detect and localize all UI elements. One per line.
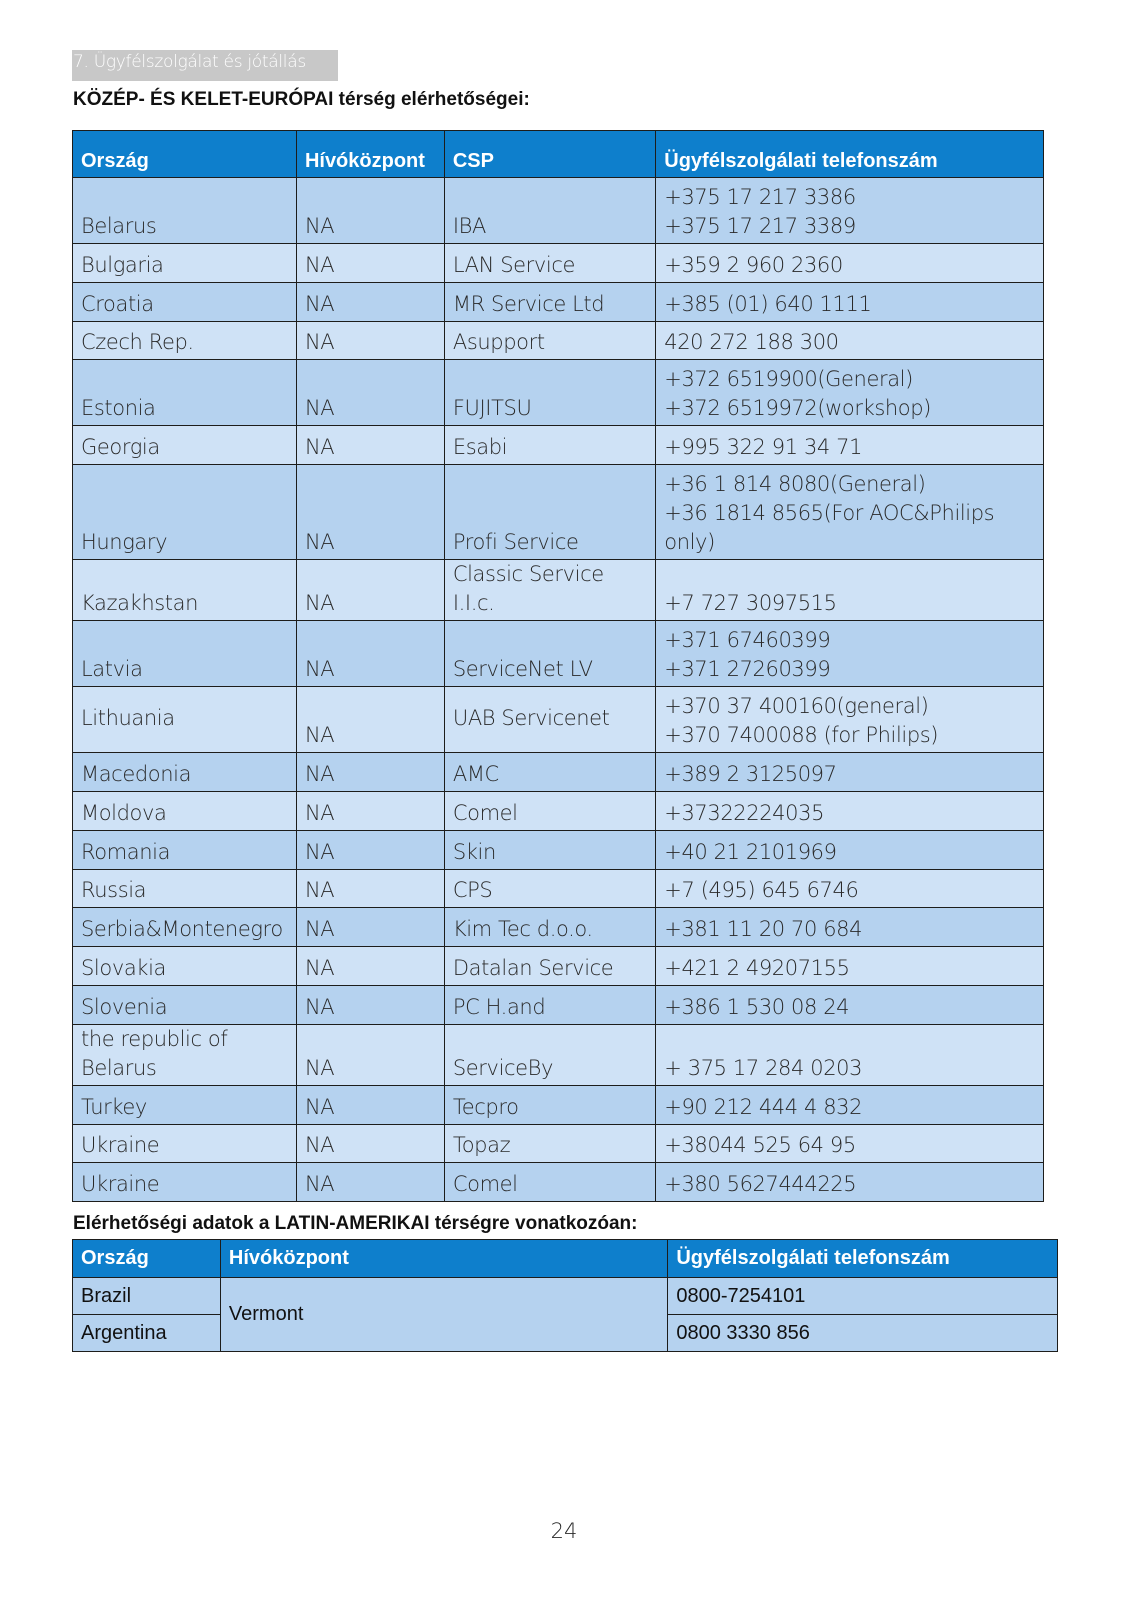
header-phone: Ügyfélszolgálati telefonszám xyxy=(668,1240,1058,1278)
page-number: 24 xyxy=(550,1519,578,1543)
call-center-cell: NA xyxy=(296,1024,444,1085)
country-cell: Kazakhstan xyxy=(73,560,297,621)
phone-line: +7 727 3097515 xyxy=(664,591,837,616)
phone-line: +38044 525 64 95 xyxy=(664,1133,856,1158)
table-row xyxy=(73,360,1044,426)
table-row xyxy=(73,1024,1044,1085)
country-cell: Moldova xyxy=(73,791,297,830)
csp-cell: UAB Servicenet xyxy=(444,687,655,753)
country-cell: Slovakia xyxy=(73,947,297,986)
call-center-cell: NA xyxy=(296,1163,444,1202)
phone-cell xyxy=(656,178,1044,244)
phone-cell xyxy=(656,1085,1044,1124)
country-cell: Bulgaria xyxy=(73,244,297,283)
call-center-cell: Vermont xyxy=(220,1278,667,1352)
phone-line: +380 5627444225 xyxy=(664,1172,857,1197)
country-cell: Hungary xyxy=(73,465,297,560)
csp-cell: ServiceNet LV xyxy=(444,621,655,687)
call-center-cell: NA xyxy=(296,687,444,753)
phone-cell xyxy=(656,465,1044,560)
csp-cell: ServiceBy xyxy=(444,1024,655,1085)
csp-cell: Datalan Service xyxy=(444,947,655,986)
call-center-cell: NA xyxy=(296,426,444,465)
phone-line: +370 7400088 (for Philips) xyxy=(664,723,939,748)
table-row xyxy=(73,908,1044,947)
phone-line: +372 6519900(General) xyxy=(664,367,913,392)
latam-contact-table xyxy=(72,1239,1058,1352)
phone-cell xyxy=(656,791,1044,830)
country-cell: Czech Rep. xyxy=(73,321,297,360)
phone-line: +381 11 20 70 684 xyxy=(664,917,863,942)
call-center-cell: NA xyxy=(296,908,444,947)
csp-cell: PC H.and xyxy=(444,985,655,1024)
csp-cell: Comel xyxy=(444,791,655,830)
country-cell: Slovenia xyxy=(73,985,297,1024)
country-cell: Serbia&Montenegro xyxy=(73,908,297,947)
csp-cell: Classic Service I.I.c. xyxy=(444,560,655,621)
phone-cell xyxy=(656,1163,1044,1202)
table-row xyxy=(73,465,1044,560)
call-center-cell: NA xyxy=(296,244,444,283)
phone-line: +7 (495) 645 6746 xyxy=(664,878,859,903)
call-center-cell: NA xyxy=(296,830,444,869)
table-row xyxy=(73,1163,1044,1202)
table-row xyxy=(73,560,1044,621)
phone-cell xyxy=(656,908,1044,947)
phone-line: +90 212 444 4 832 xyxy=(664,1094,863,1119)
header-call-center: Hívóközpont xyxy=(296,131,444,178)
phone-line: +370 37 400160(general) xyxy=(664,694,929,719)
phone-cell xyxy=(656,560,1044,621)
table-row xyxy=(73,321,1044,360)
table-row xyxy=(73,830,1044,869)
phone-line: +389 2 3125097 xyxy=(664,761,837,786)
table-row xyxy=(73,947,1044,986)
phone-cell xyxy=(656,687,1044,753)
ceu-heading: KÖZÉP- ÉS KELET-EURÓPAI térség elérhetőségei: xyxy=(73,89,530,110)
header-country: Ország xyxy=(73,1240,221,1278)
country-cell: Ukraine xyxy=(73,1124,297,1163)
call-center-cell: NA xyxy=(296,1085,444,1124)
call-center-cell: NA xyxy=(296,465,444,560)
phone-line: +359 2 960 2360 xyxy=(664,252,843,277)
phone-line: +36 1 814 8080(General) xyxy=(664,472,926,497)
phone-line: +371 27260399 xyxy=(664,657,831,682)
phone-cell xyxy=(656,244,1044,283)
table-row xyxy=(73,282,1044,321)
call-center-cell: NA xyxy=(296,178,444,244)
call-center-cell: NA xyxy=(296,869,444,908)
phone-line: +375 17 217 3386 xyxy=(664,185,856,209)
phone-line: +385 (01) 640 1111 xyxy=(664,291,872,316)
phone-cell xyxy=(656,1024,1044,1085)
header-country: Ország xyxy=(73,131,297,178)
csp-cell: CPS xyxy=(444,869,655,908)
call-center-cell: NA xyxy=(296,282,444,321)
phone-cell: 0800 3330 856 xyxy=(668,1315,1058,1352)
table-row xyxy=(73,869,1044,908)
ceu-contact-table xyxy=(72,130,1044,1202)
country-cell: Georgia xyxy=(73,426,297,465)
csp-cell: MR Service Ltd xyxy=(444,282,655,321)
phone-line: +386 1 530 08 24 xyxy=(664,994,850,1019)
table-row xyxy=(73,621,1044,687)
csp-cell: Esabi xyxy=(444,426,655,465)
phone-cell xyxy=(656,321,1044,360)
call-center-cell: NA xyxy=(296,753,444,792)
country-cell: Ukraine xyxy=(73,1163,297,1202)
phone-cell xyxy=(656,282,1044,321)
phone-line: +37322224035 xyxy=(664,800,825,825)
phone-cell xyxy=(656,869,1044,908)
csp-cell: Topaz xyxy=(444,1124,655,1163)
table-row xyxy=(73,426,1044,465)
phone-line: 420 272 188 300 xyxy=(664,330,839,355)
csp-cell: AMC xyxy=(444,753,655,792)
csp-cell: FUJITSU xyxy=(444,360,655,426)
country-cell: Macedonia xyxy=(73,753,297,792)
phone-line: +375 17 217 3389 xyxy=(664,214,856,238)
table-header-row xyxy=(73,1240,1058,1278)
country-cell: Estonia xyxy=(73,360,297,426)
call-center-cell: NA xyxy=(296,1124,444,1163)
phone-cell xyxy=(656,753,1044,792)
phone-cell xyxy=(656,621,1044,687)
phone-cell: 0800-7254101 xyxy=(668,1278,1058,1315)
phone-line: + 375 17 284 0203 xyxy=(664,1055,863,1080)
phone-cell xyxy=(656,426,1044,465)
country-cell: Belarus xyxy=(73,178,297,244)
phone-line: +995 322 91 34 71 xyxy=(664,435,863,460)
phone-cell xyxy=(656,1124,1044,1163)
call-center-cell: NA xyxy=(296,985,444,1024)
csp-cell: Tecpro xyxy=(444,1085,655,1124)
csp-cell: Comel xyxy=(444,1163,655,1202)
phone-cell xyxy=(656,360,1044,426)
csp-cell: IBA xyxy=(444,178,655,244)
call-center-cell: NA xyxy=(296,947,444,986)
table-header-row xyxy=(73,131,1044,178)
country-cell: Russia xyxy=(73,869,297,908)
phone-cell xyxy=(656,830,1044,869)
phone-line: only) xyxy=(664,530,715,555)
phone-line: +40 21 2101969 xyxy=(664,839,837,864)
table-row xyxy=(73,791,1044,830)
table-row xyxy=(73,244,1044,283)
table-row xyxy=(73,178,1044,244)
call-center-cell: NA xyxy=(296,560,444,621)
phone-line: +421 2 49207155 xyxy=(664,955,850,980)
csp-cell: Skin xyxy=(444,830,655,869)
call-center-cell: NA xyxy=(296,621,444,687)
phone-cell xyxy=(656,985,1044,1024)
csp-cell: Asupport xyxy=(444,321,655,360)
latam-heading: Elérhetőségi adatok a LATIN-AMERIKAI térségre vonatkozóan: xyxy=(73,1213,638,1234)
table-row xyxy=(73,1278,1058,1315)
call-center-cell: NA xyxy=(296,360,444,426)
table-row xyxy=(73,985,1044,1024)
country-cell: the republic of Belarus xyxy=(73,1024,297,1085)
header-csp: CSP xyxy=(444,131,655,178)
phone-line: +371 67460399 xyxy=(664,628,831,653)
country-cell: Argentina xyxy=(73,1315,221,1352)
call-center-cell: NA xyxy=(296,791,444,830)
header-phone: Ügyfélszolgálati telefonszám xyxy=(656,131,1044,178)
country-cell: Croatia xyxy=(73,282,297,321)
table-row xyxy=(73,753,1044,792)
country-cell: Latvia xyxy=(73,621,297,687)
country-cell: Romania xyxy=(73,830,297,869)
phone-line: +372 6519972(workshop) xyxy=(664,396,931,421)
section-tab: 7. Ügyfélszolgálat és jótállás xyxy=(72,50,338,81)
country-cell: Lithuania xyxy=(73,687,297,753)
csp-cell: Profi Service xyxy=(444,465,655,560)
table-row xyxy=(73,1085,1044,1124)
csp-cell: LAN Service xyxy=(444,244,655,283)
country-cell: Brazil xyxy=(73,1278,221,1315)
header-call-center: Hívóközpont xyxy=(220,1240,667,1278)
phone-line: +36 1814 8565(For AOC&Philips xyxy=(664,501,995,526)
table-row xyxy=(73,1124,1044,1163)
csp-cell: Kim Tec d.o.o. xyxy=(444,908,655,947)
phone-cell xyxy=(656,947,1044,986)
table-row xyxy=(73,687,1044,753)
call-center-cell: NA xyxy=(296,321,444,360)
country-cell: Turkey xyxy=(73,1085,297,1124)
